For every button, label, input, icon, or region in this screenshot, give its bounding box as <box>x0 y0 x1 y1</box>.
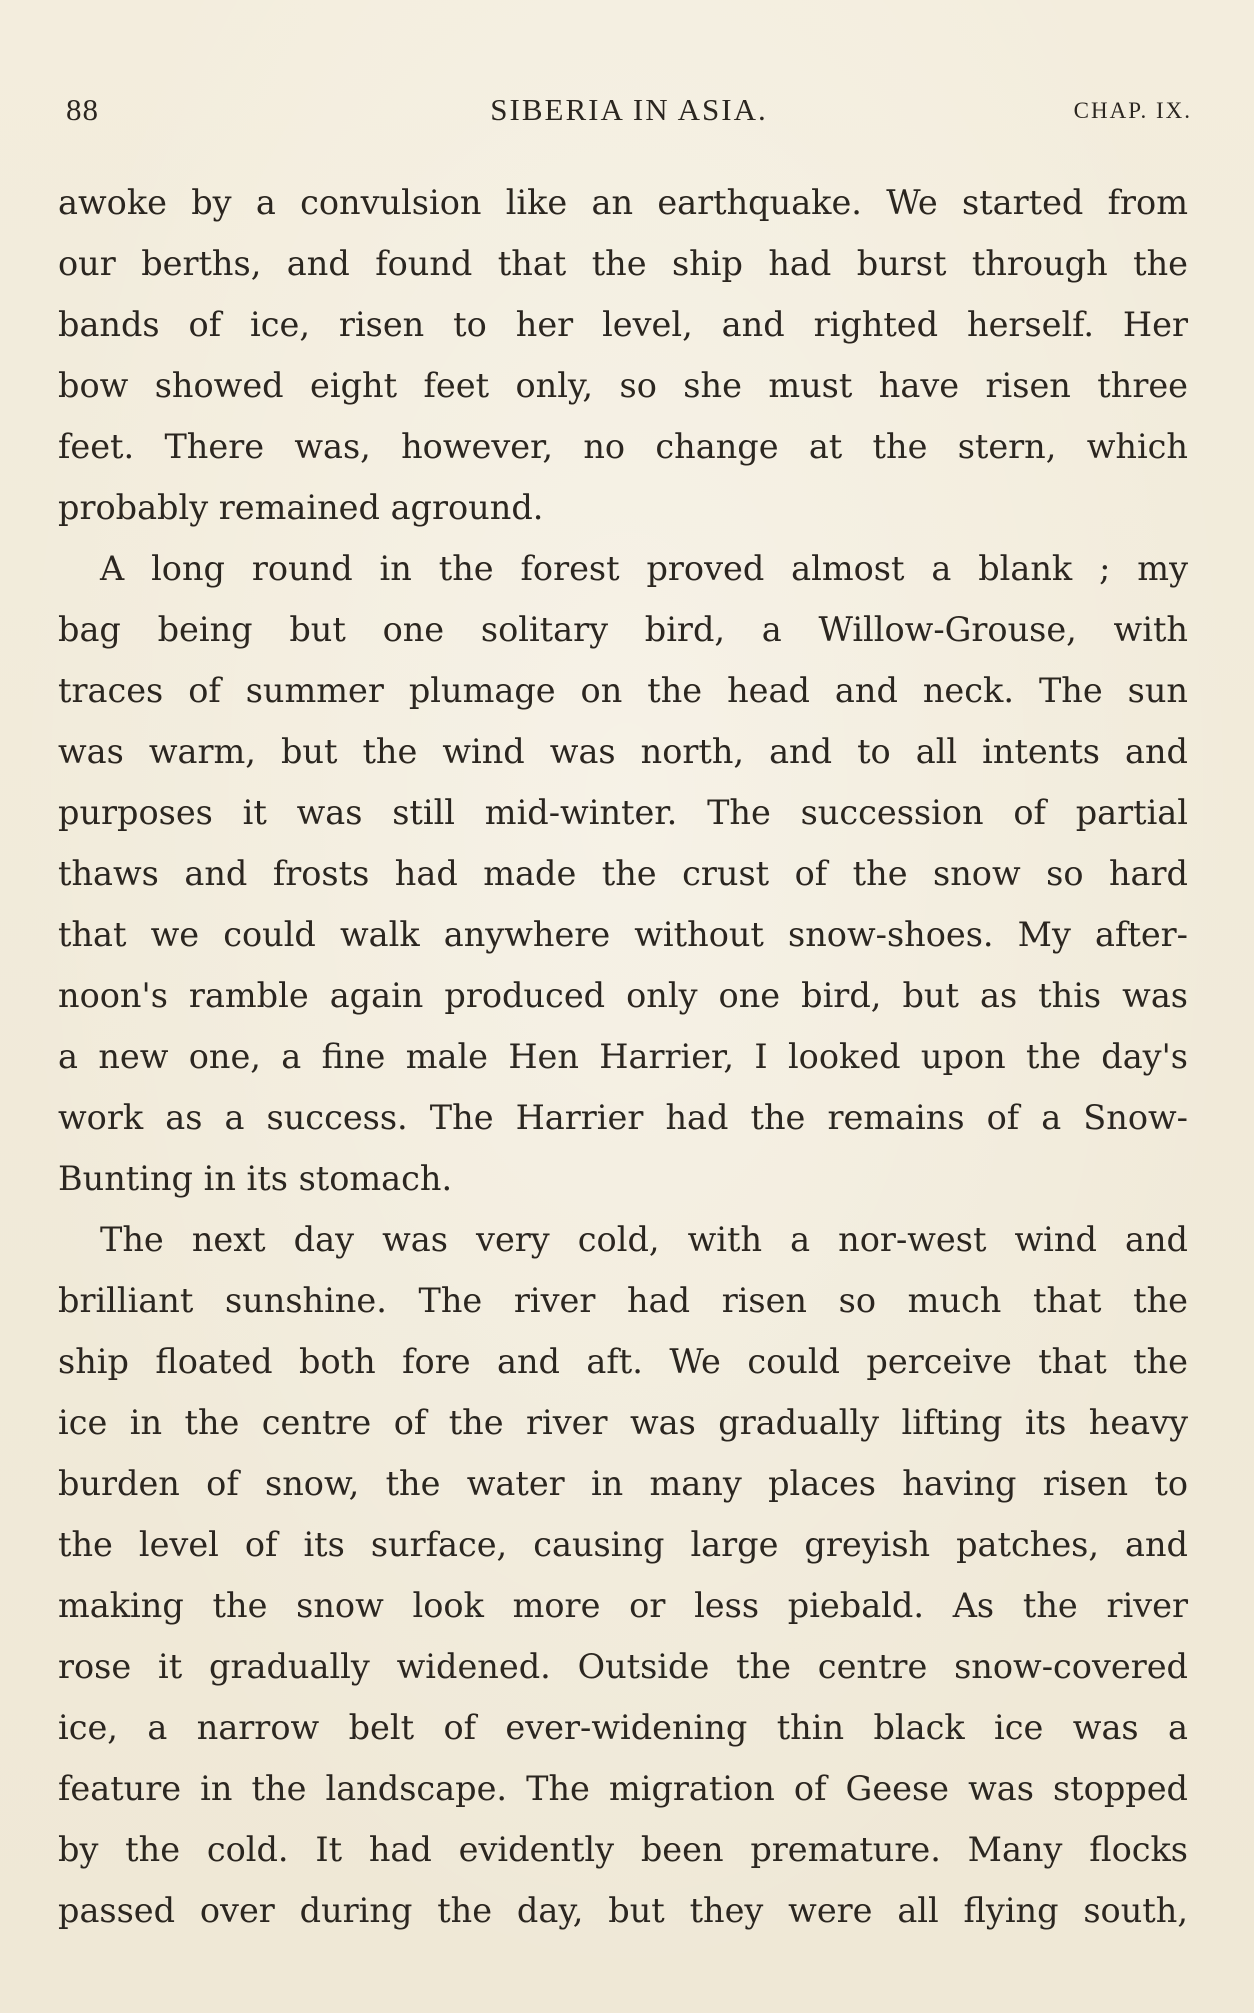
text-line: was warm, but the wind was north, and to all intents and <box>58 732 1188 771</box>
text-line: rose it gradually widened. Outside the centre snow-covered <box>58 1647 1188 1686</box>
running-head <box>66 92 1192 132</box>
body-text <box>58 172 1188 1941</box>
text-line: a new one, a fine male Hen Harrier, I looked upon the day's <box>58 1037 1188 1076</box>
text-line: burden of snow, the water in many places having risen to <box>58 1464 1188 1503</box>
book-title: SIBERIA IN ASIA. <box>490 92 768 127</box>
text-line: making the snow look more or less piebald. As the river <box>58 1586 1188 1625</box>
text-line: by the cold. It had evidently been premature. Many flocks <box>58 1830 1188 1869</box>
text-line: The next day was very cold, with a nor-west wind and <box>100 1220 1188 1259</box>
text-line: bow showed eight feet only, so she must have risen three <box>58 366 1188 405</box>
text-line: ice, a narrow belt of ever-widening thin black ice was a <box>58 1708 1188 1747</box>
page-number: 88 <box>66 92 99 127</box>
text-line: our berths, and found that the ship had burst through the <box>58 244 1188 283</box>
text-line: thaws and frosts had made the crust of the snow so hard <box>58 854 1188 893</box>
text-line: awoke by a convulsion like an earthquake. We started from <box>58 183 1188 222</box>
text-line: ship floated both fore and aft. We could perceive that the <box>58 1342 1188 1381</box>
text-line: feature in the landscape. The migration of Geese was stopped <box>58 1769 1188 1808</box>
chapter-label: CHAP. IX. <box>1073 98 1192 123</box>
text-line: the level of its surface, causing large greyish patches, and <box>58 1525 1188 1564</box>
text-line: passed over during the day, but they were all flying south, <box>58 1891 1188 1930</box>
text-line: noon's ramble again produced only one bird, but as this was <box>58 976 1188 1015</box>
text-line: bag being but one solitary bird, a Willow-Grouse, with <box>58 610 1188 649</box>
text-line: traces of summer plumage on the head and neck. The sun <box>58 671 1188 710</box>
text-line: purposes it was still mid-winter. The succession of partial <box>58 793 1188 832</box>
text-line: ice in the centre of the river was gradually lifting its heavy <box>58 1403 1188 1442</box>
text-line: that we could walk anywhere without snow-shoes. My after- <box>58 915 1188 954</box>
text-line: feet. There was, however, no change at the stern, which <box>58 427 1188 466</box>
text-line: work as a success. The Harrier had the remains of a Snow- <box>58 1098 1188 1137</box>
text-line: probably remained aground. <box>58 488 544 527</box>
text-line: brilliant sunshine. The river had risen so much that the <box>58 1281 1188 1320</box>
text-line: A long round in the forest proved almost a blank ; my <box>100 549 1188 588</box>
text-line: bands of ice, risen to her level, and righted herself. Her <box>58 305 1188 344</box>
text-line: Bunting in its stomach. <box>58 1159 453 1198</box>
